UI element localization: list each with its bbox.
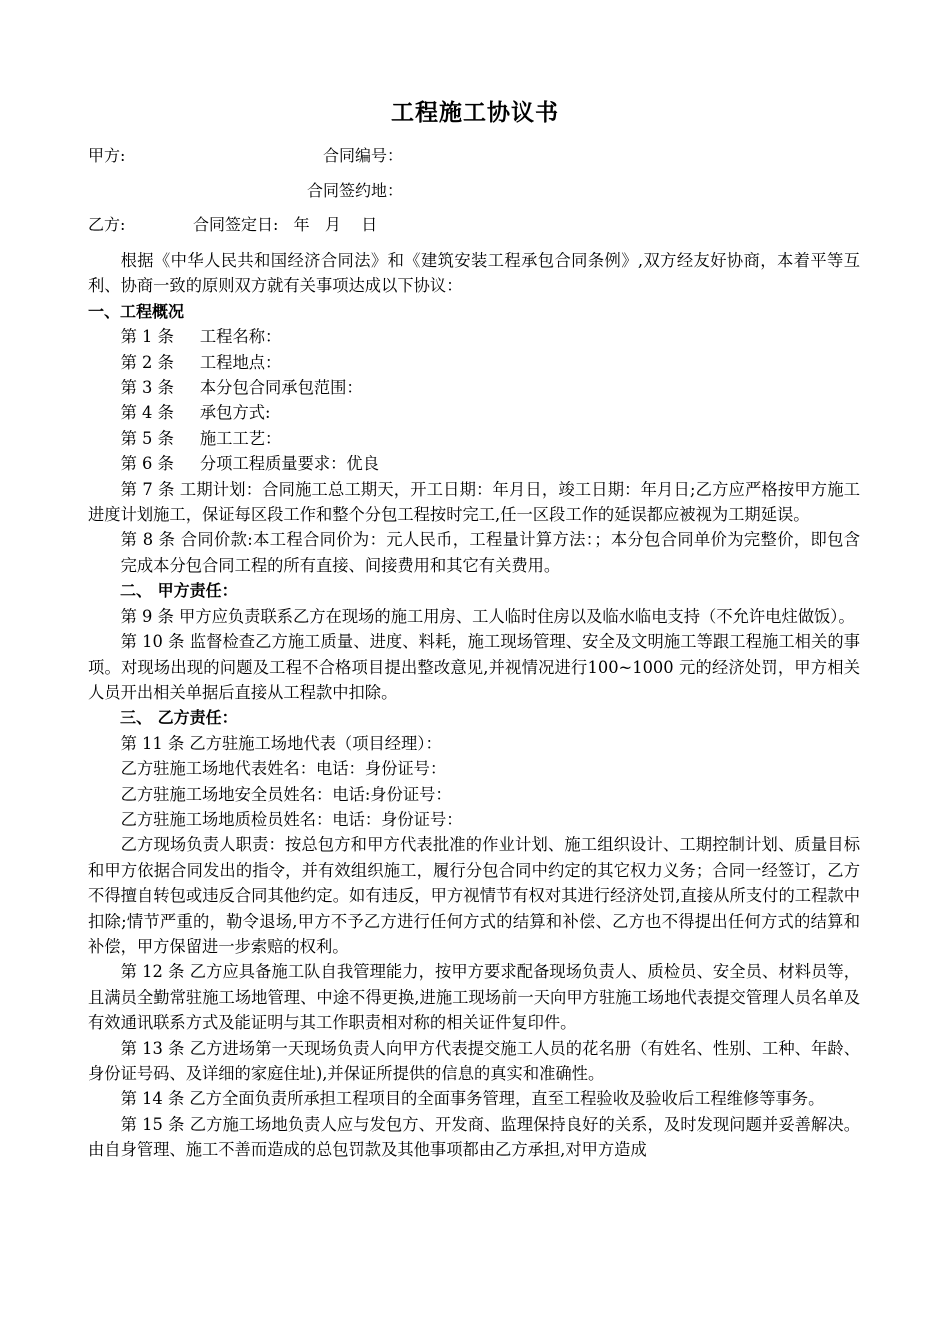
article-line: 第 1 条 工程名称： (120, 327, 282, 347)
intro-paragraph: 根据《中华人民共和国经济合同法》和《建筑安装工程承包合同条例》,双方经友好协商，本着平等互利、协商一致的原则双方就有关事项达成以下协议： (88, 251, 860, 296)
article-7: 第 7 条 工期计划：合同施工总工期天，开工日期：年月日，竣工日期：年月日;乙方应严格按甲方施工进度计划施工，保证每区段工作和整个分包工程按时完工,任一区段工作的延误都应被视为工期延误。 (88, 479, 860, 525)
article-14: 第 14 条 乙方全面负责所承担工程项目的全面事务管理，直至工程验收及验收后工程维修等事务。 (120, 1089, 825, 1109)
representative-line: 乙方驻施工场地代表姓名：电话：身份证号： (120, 759, 447, 779)
section-heading: 二、 甲方责任： (120, 581, 238, 601)
party-a-label: 甲方: (88, 146, 126, 165)
contract-number-label: 合同编号： (323, 146, 404, 165)
article-line: 第 3 条 本分包合同承包范围： (120, 378, 363, 398)
section-heading: 三、 乙方责任： (120, 708, 238, 728)
article-line: 第 5 条 施工工艺： (120, 428, 282, 448)
article-line: 第 4 条 承包方式: (120, 403, 271, 423)
duties-paragraph: 乙方现场负责人职责：按总包方和甲方代表批准的作业计划、施工组织设计、工期控制计划、质量目标和甲方依据合同发出的指令，并有效组织施工，履行分包合同中约定的其它权力义务；合同一经签订，乙方不得擅自转包或违反合同其他约定。如有违反，甲方视情节有权对其进行经济处罚,直接从所支付的工程款中扣除;情节严重的，勒令退场,甲方不予乙方进行任何方式的结算和补偿、乙方也不得提出任何方式的结算和补偿，甲方保留进一步索赔的权利。 (88, 835, 860, 956)
document-body (88, 248, 860, 1163)
article-8: 第 8 条 合同价款:本工程合同价为：元人民币，工程量计算方法：；本分包合同单价为完整价，即包含完成本分包合同工程的所有直接、间接费用和其它有关费用。 (120, 530, 860, 575)
article-9: 第 9 条 甲方应负责联系乙方在现场的施工用房、工人临时住房以及临水临电支持（不允许电炷做饭）。 (120, 606, 855, 626)
article-13: 第 13 条 乙方进场第一天现场负责人向甲方代表提交施工人员的花名册（有姓名、性别、工种、年龄、身份证号码、及详细的家庭住址),并保证所提供的信息的真实和准确性。 (88, 1038, 860, 1083)
contract-place-label: 合同签约地： (307, 181, 404, 200)
article-line: 第 2 条 工程地点： (120, 352, 282, 372)
party-b-label: 乙方: (88, 215, 126, 234)
contract-date-label: 合同签定日: 年 月 日 (193, 215, 378, 234)
section-heading: 一、工程概况 (88, 301, 185, 321)
article-15: 第 15 条 乙方施工场地负责人应与发包方、开发商、监理保持良好的关系，及时发现问题并妥善解决。由自身管理、施工不善而造成的总包罚款及其他事项都由乙方承担,对甲方造成 (88, 1114, 860, 1160)
article-11: 第 11 条 乙方驻施工场地代表（项目经理）： (120, 733, 442, 753)
article-10: 第 10 条 监督检查乙方施工质量、进度、料耗，施工现场管理、安全及文明施工等跟工程施工相关的事项。对现场出现的问题及工程不合格项目提出整改意见,并视情况进行100~1000 元的经济处罚，甲方相关人员开出相关单据后直接从工程款中扣除。 (88, 632, 860, 702)
article-line: 第 6 条 分项工程质量要求：优良 (120, 454, 379, 474)
representative-line: 乙方驻施工场地质检员姓名：电话：身份证号： (120, 809, 463, 829)
representative-line: 乙方驻施工场地安全员姓名：电话:身份证号： (120, 784, 452, 804)
article-12: 第 12 条 乙方应具备施工队自我管理能力，按甲方要求配备现场负责人、质检员、安全员、材料员等，且满员全勤常驻施工场地管理、中途不得更换,进施工现场前一天向甲方驻施工场地代表提交管理人员名单及有效通讯联系方式及能证明与其工作职责相对称的相关证件复印件。 (88, 962, 860, 1033)
document-title: 工程施工协议书 (391, 100, 559, 126)
